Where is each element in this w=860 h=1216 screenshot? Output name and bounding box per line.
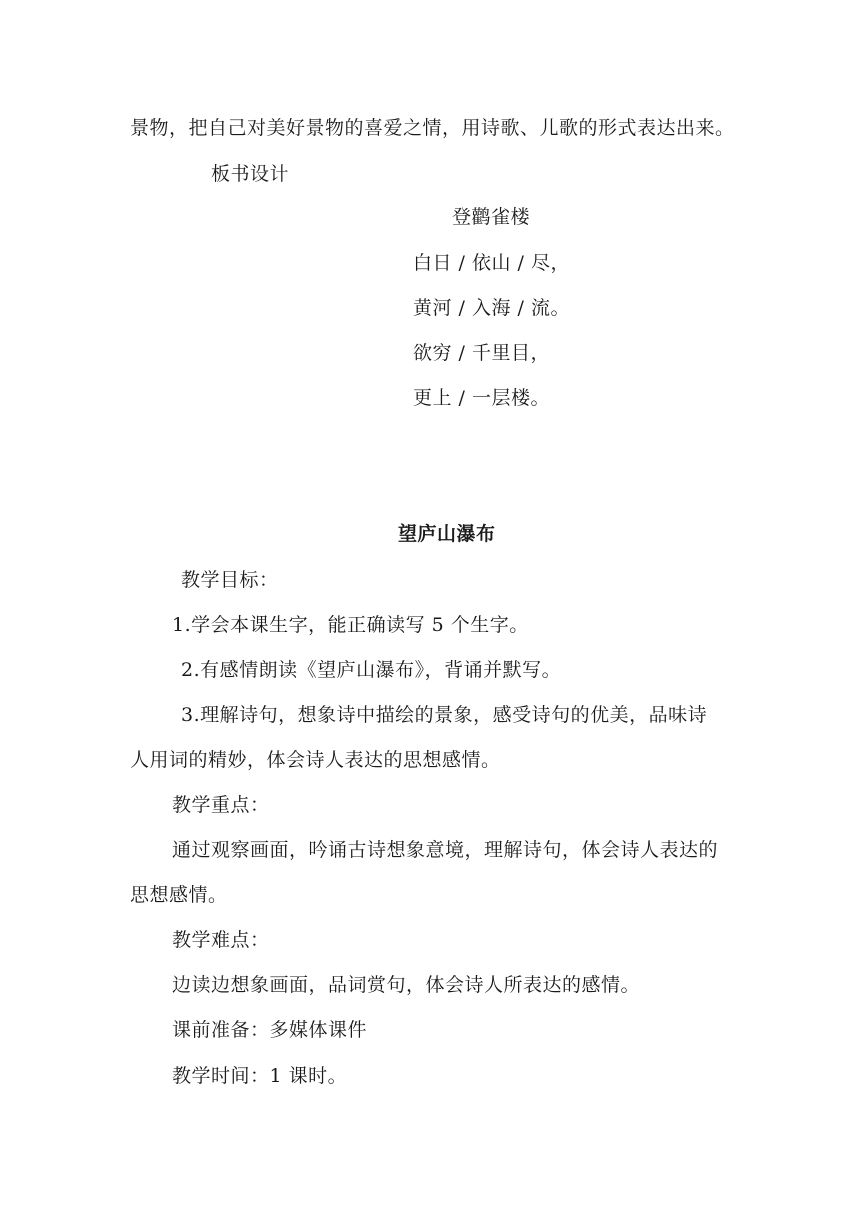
objective-2: 2.有感情朗读《望庐山瀑布》，背诵并默写。 <box>181 659 562 681</box>
poem-line-2: 黄河 / 入海 / 流。 <box>413 297 570 319</box>
key-points-text: 通过观察画面，吟诵古诗想象意境，理解诗句，体会诗人表达的 <box>172 839 719 861</box>
poem-line-1: 白日 / 依山 / 尽， <box>413 252 570 274</box>
difficulty-label: 教学难点： <box>172 929 270 951</box>
teaching-time-text: 教学时间：1 课时。 <box>172 1065 348 1087</box>
key-points-text-continued: 思想感情。 <box>130 884 228 906</box>
objective-3: 3.理解诗句，想象诗中描绘的景象，感受诗句的优美，品味诗 <box>181 704 708 726</box>
poem-line-4: 更上 / 一层楼。 <box>413 387 550 409</box>
difficulty-text: 边读边想象画面，品词赏句，体会诗人所表达的感情。 <box>172 974 641 996</box>
poem-line-3: 欲穷 / 千里目， <box>413 342 550 364</box>
objectives-label: 教学目标： <box>181 569 279 591</box>
preparation-text: 课前准备：多媒体课件 <box>172 1019 368 1041</box>
board-design-label: 板书设计 <box>211 163 290 185</box>
key-points-label: 教学重点： <box>172 794 270 816</box>
objective-1: 1.学会本课生字，能正确读写 5 个生字。 <box>172 614 529 636</box>
poem-title: 登鹳雀楼 <box>452 206 531 228</box>
objective-3-continued: 人用词的精妙，体会诗人表达的思想感情。 <box>130 749 501 771</box>
lesson-title: 望庐山瀑布 <box>398 523 496 545</box>
intro-tail-text: 景物，把自己对美好景物的喜爱之情，用诗歌、儿歌的形式表达出来。 <box>130 117 735 139</box>
